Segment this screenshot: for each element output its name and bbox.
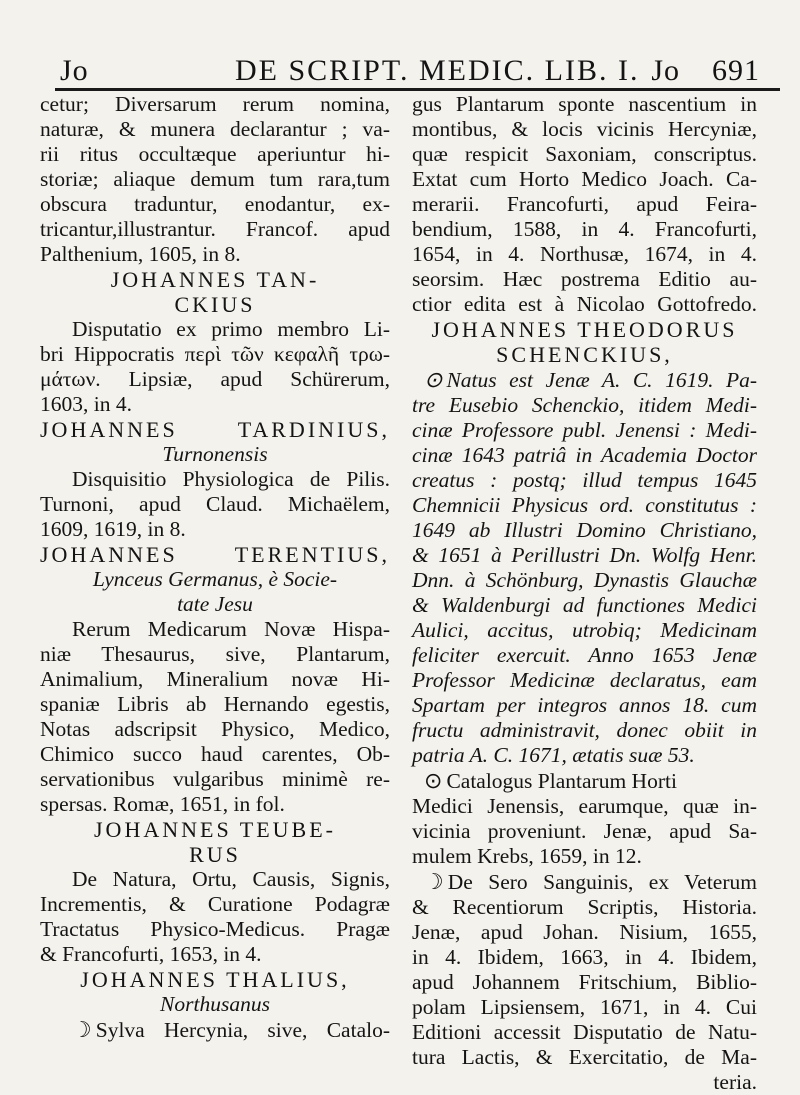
text-line-content: rii ritus occultæque aperiuntur hi- xyxy=(40,142,390,166)
text-line xyxy=(412,718,757,743)
text-line-content: fructu administravit, donec obiit in xyxy=(412,718,757,742)
text-line xyxy=(412,768,757,794)
header-right-catchword: Jo xyxy=(651,54,680,87)
text-line-content: Chimico succo haud carentes, Ob- xyxy=(40,742,390,766)
text-line xyxy=(40,1017,390,1043)
text-line-content: Spartam per integros annos 18. cum xyxy=(412,693,757,717)
text-line xyxy=(412,518,757,543)
text-line-content: 1654, in 4. Northusæ, 1674, in 4. xyxy=(412,242,757,266)
text-line xyxy=(40,617,390,642)
text-line xyxy=(40,92,390,117)
text-line-content: servationibus vulgaribus minimè re- xyxy=(40,767,390,791)
text-line-content: & Recentiorum Scriptis, Historia. xyxy=(412,895,757,919)
text-line xyxy=(412,895,757,920)
text-line-content: tura Lactis, & Exercitatio, de Ma- xyxy=(412,1045,757,1069)
text-line-content: naturæ, & munera declarantur ; va- xyxy=(40,117,390,141)
text-line-content: Chemnicii Physicus ord. constitutus : xyxy=(412,493,757,517)
text-line-content: bri Hippocratis περὶ τῶν κεφαλῆ τρω- xyxy=(40,342,390,366)
text-line xyxy=(412,367,757,393)
text-line xyxy=(412,668,757,693)
text-line-content: De Natura, Ortu, Causis, Signis, xyxy=(72,867,390,891)
text-line xyxy=(40,242,390,267)
text-line-content: merarii. Francofurti, apud Feira- xyxy=(412,192,757,216)
text-line-content: & Waldenburgi ad functiones Medici xyxy=(412,593,757,617)
text-line xyxy=(412,1045,757,1070)
text-line xyxy=(412,192,757,217)
text-line-content: feliciter exercuit. Anno 1653 Jenæ xyxy=(412,643,757,667)
text-line xyxy=(412,643,757,668)
text-line xyxy=(412,869,757,895)
text-line-content: polam Lipsiensem, 1671, in 4. Cui xyxy=(412,995,757,1019)
text-line xyxy=(412,543,757,568)
text-line-content: Medici Jenensis, earumque, quæ in- xyxy=(412,794,757,818)
text-line-content: Rerum Medicarum Novæ Hispa- xyxy=(72,617,390,641)
text-line xyxy=(40,917,390,942)
text-line xyxy=(412,568,757,593)
text-line xyxy=(40,792,390,817)
text-line xyxy=(412,693,757,718)
text-line xyxy=(412,493,757,518)
text-line xyxy=(40,167,390,192)
text-line xyxy=(40,742,390,767)
text-line-content: patria A. C. 1671, ætatis suæ 53. xyxy=(412,743,695,767)
text-line xyxy=(412,794,757,819)
text-line-content: RUS xyxy=(189,842,241,867)
text-line-content: 1609, 1619, in 8. xyxy=(40,517,186,541)
text-line xyxy=(40,467,390,492)
text-line-content: in 4. Ibidem, 1663, in 4. Ibidem, xyxy=(412,945,757,969)
text-line-content: & 1651 à Perillustri Dn. Wolfg Henr. xyxy=(412,543,757,567)
text-line-content: Incrementis, & Curatione Podagræ xyxy=(40,892,390,916)
text-line-content: montibus, & locis vicinis Hercyniæ, xyxy=(412,117,757,141)
text-line xyxy=(412,945,757,970)
text-line-content: tre Eusebio Schenckio, itidem Medi- xyxy=(412,393,757,417)
text-line-content: cinæ Professore publ. Jenensi : Medi- xyxy=(412,418,757,442)
text-line-content: seorsim. Hæc postrema Editio au- xyxy=(412,267,757,291)
text-line-content: creatus : postq; illud tempus 1645 xyxy=(412,468,757,492)
text-line-content: & Francofurti, 1653, in 4. xyxy=(40,942,262,966)
text-line-content: JOHANNES TARDINIUS, xyxy=(40,417,390,442)
text-line-content: JOHANNES THEODORUS xyxy=(431,317,738,342)
text-line-content: SCHENCKIUS, xyxy=(496,342,673,367)
text-line xyxy=(40,442,390,467)
text-line-content: tricantur,illustrantur. Francof. apud xyxy=(40,217,390,241)
text-line-content: De Sero Sanguinis, ex Veterum xyxy=(447,870,757,894)
text-line xyxy=(412,117,757,142)
text-line xyxy=(40,717,390,742)
text-line xyxy=(412,819,757,844)
text-line xyxy=(412,970,757,995)
text-line-content: Turnonensis xyxy=(162,442,268,466)
text-line xyxy=(40,492,390,517)
text-line xyxy=(40,867,390,892)
text-line-content: quæ respicit Saxoniam, conscriptus. xyxy=(412,142,757,166)
text-line xyxy=(412,920,757,945)
text-line-content: obscura traduntur, enodantur, ex- xyxy=(40,192,390,216)
text-line xyxy=(412,995,757,1020)
text-line-content: vicinia proveniunt. Jenæ, apud Sa- xyxy=(412,819,757,843)
text-line-content: Tractatus Physico-Medicus. Pragæ xyxy=(40,917,390,941)
text-line xyxy=(40,117,390,142)
text-line-content: Sylva Hercynia, sive, Catalo- xyxy=(95,1018,390,1042)
text-line xyxy=(40,767,390,792)
text-line xyxy=(412,217,757,242)
text-line-content: ctior edita est à Nicolao Gottofredo. xyxy=(412,292,757,316)
text-line xyxy=(40,267,390,292)
text-line xyxy=(412,743,757,768)
text-line-content: storiæ; aliaque demum tum rara,tum xyxy=(40,167,390,191)
moon-symbol-icon: ☽ xyxy=(72,1017,92,1042)
text-line-content: Natus est Jenæ A. C. 1619. Pa- xyxy=(446,368,757,392)
text-line xyxy=(412,317,757,342)
text-line xyxy=(40,567,390,592)
text-line xyxy=(40,892,390,917)
text-line xyxy=(412,1070,757,1095)
text-line-content: niæ Thesaurus, sive, Plantarum, xyxy=(40,642,390,666)
text-line-content: Disputatio ex primo membro Li- xyxy=(72,317,390,341)
text-line xyxy=(412,418,757,443)
text-line xyxy=(40,217,390,242)
text-line-content: tate Jesu xyxy=(177,592,253,616)
text-line xyxy=(40,292,390,317)
text-line xyxy=(412,142,757,167)
text-line xyxy=(40,667,390,692)
text-line xyxy=(40,417,390,442)
text-line-content: Animalium, Mineralium novæ Hi- xyxy=(40,667,390,691)
text-line xyxy=(40,517,390,542)
text-line xyxy=(412,593,757,618)
text-line-content: spersas. Romæ, 1651, in fol. xyxy=(40,792,285,816)
text-line-content: mulem Krebs, 1659, in 12. xyxy=(412,844,642,868)
left-text-column xyxy=(40,92,390,1043)
text-line xyxy=(40,967,390,992)
text-line xyxy=(40,642,390,667)
text-line-content: Editioni accessit Disputatio de Natu- xyxy=(412,1020,757,1044)
text-line-content: 1603, in 4. xyxy=(40,392,132,416)
text-line xyxy=(40,317,390,342)
text-line xyxy=(412,1020,757,1045)
text-line xyxy=(412,167,757,192)
text-line xyxy=(40,142,390,167)
text-line xyxy=(40,542,390,567)
text-line-content: Turnoni, apud Claud. Michaëlem, xyxy=(40,492,390,516)
right-text-column xyxy=(412,92,757,1095)
text-line xyxy=(40,592,390,617)
text-line xyxy=(40,692,390,717)
text-line xyxy=(412,468,757,493)
text-line-content: μάτων. Lipsiæ, apud Schürerum, xyxy=(40,367,390,391)
text-line-content: bendium, 1588, in 4. Francofurti, xyxy=(412,217,757,241)
text-line xyxy=(40,192,390,217)
header-left-catchword: Jo xyxy=(60,54,89,87)
text-line-content: Jenæ, apud Johan. Nisium, 1655, xyxy=(412,920,757,944)
text-line-content: Extat cum Horto Medico Joach. Ca- xyxy=(412,167,757,191)
text-line-content: Catalogus Plantarum Horti xyxy=(446,769,677,793)
page-number: 691 xyxy=(712,54,760,87)
text-line xyxy=(412,92,757,117)
text-line xyxy=(412,342,757,367)
text-line-content: JOHANNES TEUBE- xyxy=(94,817,336,842)
text-line xyxy=(412,618,757,643)
text-line-content: cinæ 1643 patriâ in Academia Doctor xyxy=(412,443,757,467)
text-line xyxy=(40,342,390,367)
text-line-content: gus Plantarum sponte nascentium in xyxy=(412,92,757,116)
text-line-content: Dnn. à Schönburg, Dynastis Glauchæ xyxy=(412,568,757,592)
text-line xyxy=(412,844,757,869)
text-line-content: JOHANNES TERENTIUS, xyxy=(40,542,390,567)
text-line-content: Northusanus xyxy=(160,992,270,1016)
text-line xyxy=(412,292,757,317)
text-line-content: JOHANNES TAN- xyxy=(110,267,320,292)
text-line-content: Palthenium, 1605, in 8. xyxy=(40,242,241,266)
text-line xyxy=(40,992,390,1017)
text-line xyxy=(412,443,757,468)
text-line-content: 1649 ab Illustri Domino Christiano, xyxy=(412,518,757,542)
text-line xyxy=(40,367,390,392)
header-title: DE SCRIPT. MEDIC. LIB. I. xyxy=(235,54,640,87)
text-line-content: JOHANNES THALIUS, xyxy=(80,967,350,992)
text-line-content: teria. xyxy=(713,1070,757,1094)
text-line xyxy=(412,393,757,418)
text-line-content: Lynceus Germanus, è Socie- xyxy=(92,567,338,591)
text-line-content: apud Johannem Fritschium, Biblio- xyxy=(412,970,757,994)
text-line-content: Aulici, accitus, utrobiq; Medicinam xyxy=(412,618,757,642)
text-line-content: Notas adscripsit Physico, Medico, xyxy=(40,717,390,741)
text-line-content: cetur; Diversarum rerum nomina, xyxy=(40,92,390,116)
text-line xyxy=(40,942,390,967)
text-line xyxy=(40,392,390,417)
text-line-content: CKIUS xyxy=(174,292,256,317)
text-line-content: Professor Medicinæ declaratus, eam xyxy=(412,668,757,692)
text-line-content: spaniæ Libris ab Hernando egestis, xyxy=(40,692,390,716)
text-line xyxy=(412,242,757,267)
sun-symbol-icon: ⊙ xyxy=(424,367,443,392)
moon-symbol-icon: ☽ xyxy=(424,869,444,894)
text-line xyxy=(412,267,757,292)
text-line xyxy=(40,842,390,867)
text-line xyxy=(40,817,390,842)
text-line-content: Disquisitio Physiologica de Pilis. xyxy=(72,467,390,491)
header-rule xyxy=(55,88,780,91)
sun-symbol-icon: ⊙ xyxy=(424,768,443,793)
running-header xyxy=(55,50,760,90)
